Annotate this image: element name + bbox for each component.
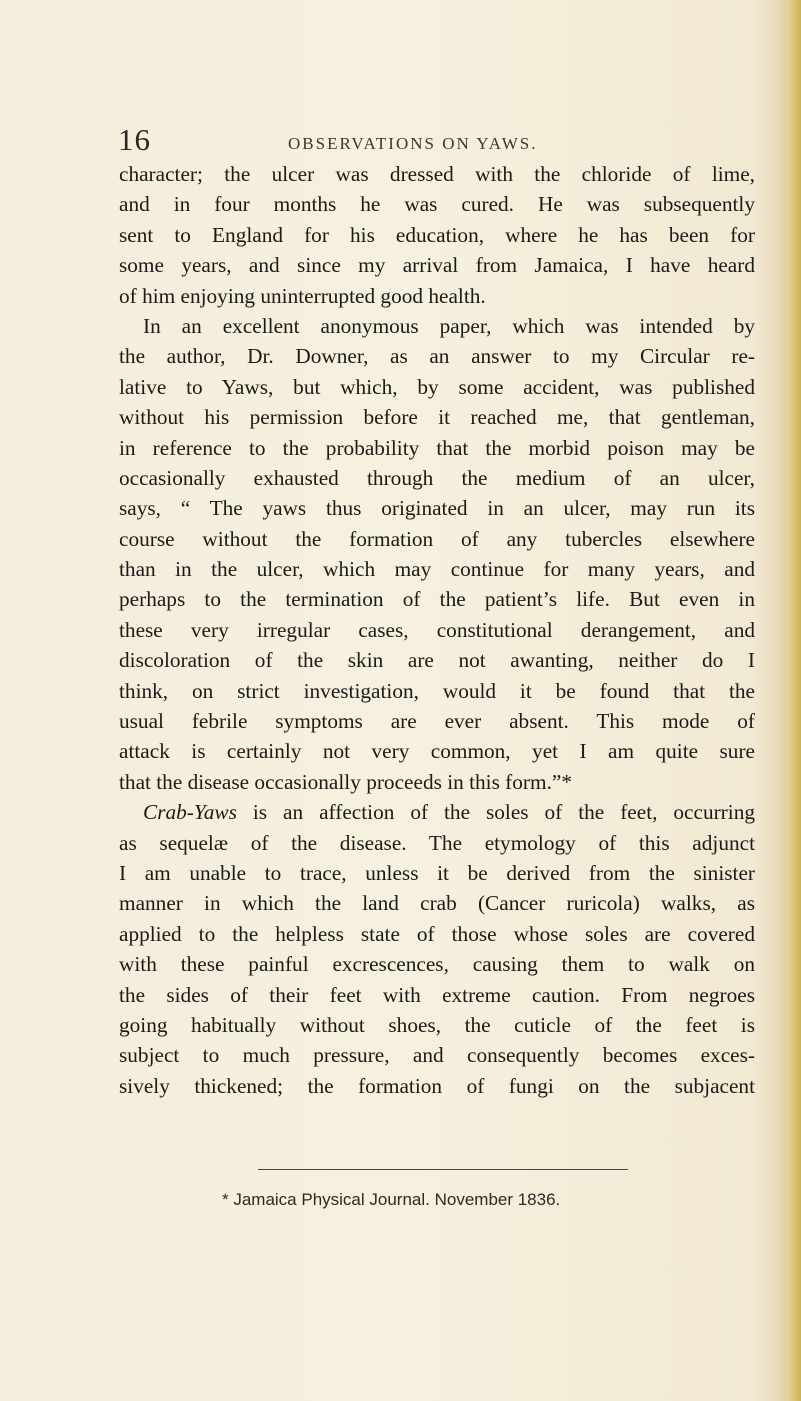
text-line: applied to the helpless state of those whose soles are covered: [119, 921, 755, 946]
text-line: lative to Yaws, but which, by some accident, was published: [119, 374, 755, 399]
text-line: that the disease occasionally proceeds in this form.”*: [119, 769, 573, 794]
term-crab-yaws: Crab-Yaws: [143, 800, 237, 825]
text-line: sent to England for his education, where he has been for: [119, 222, 755, 247]
text-line: in reference to the probability that the morbid poison may be: [119, 435, 755, 460]
text-line: as sequelæ of the disease. The etymology of this adjunct: [119, 830, 755, 855]
text-line: without his permission before it reached me, that gentleman,: [119, 405, 755, 430]
text-line: the sides of their feet with extreme caution. From negroes: [119, 982, 755, 1007]
text-line: think, on strict investigation, would it be found that the: [119, 678, 755, 703]
text-line: discoloration of the skin are not awanting, neither do I: [119, 648, 755, 673]
text-line: subject to much pressure, and consequently becomes exces-: [119, 1043, 755, 1068]
text-line: In an excellent anonymous paper, which was intended by: [143, 313, 755, 338]
text-line: sively thickened; the formation of fungi on the subjacent: [119, 1073, 755, 1098]
text-line: of him enjoying uninterrupted good health.: [119, 283, 486, 308]
text-line: occasionally exhausted through the medium of an ulcer,: [119, 465, 755, 490]
text-line: attack is certainly not very common, yet I am quite sure: [119, 739, 755, 764]
body-text: [119, 159, 755, 1101]
text-line: says, “ The yaws thus originated in an ulcer, may run its: [119, 496, 755, 521]
text-line: and in four months he was cured. He was subsequently: [119, 192, 755, 217]
running-title: OBSERVATIONS ON YAWS.: [288, 134, 538, 153]
text-line: usual febrile symptoms are ever absent. This mode of: [119, 709, 755, 734]
text-line: than in the ulcer, which may continue for many years, and: [119, 557, 755, 582]
text-line: character; the ulcer was dressed with the chloride of lime,: [119, 162, 755, 186]
text-line: some years, and since my arrival from Jamaica, I have heard: [119, 253, 755, 278]
text-line: perhaps to the termination of the patient’s life. But even in: [119, 587, 755, 612]
page-edge-shadow: [779, 0, 801, 1401]
footnote: * Jamaica Physical Journal. November 1836.: [222, 1190, 561, 1209]
text-line: I am unable to trace, unless it be derived from the sinister: [119, 860, 755, 885]
text-line: course without the formation of any tubercles elsewhere: [119, 526, 755, 551]
page-number: 16: [118, 122, 151, 157]
text-line: these very irregular cases, constitutional derangement, and: [119, 617, 755, 642]
text-line: Crab-Yaws is an affection of the soles of the feet, occurring: [143, 800, 755, 825]
footnote-divider: [258, 1169, 628, 1170]
text-line: manner in which the land crab (Cancer ruricola) walks, as: [119, 891, 755, 916]
text-line: the author, Dr. Downer, as an answer to my Circular re-: [119, 344, 755, 369]
text-line: with these painful excrescences, causing them to walk on: [119, 952, 755, 977]
text-line: going habitually without shoes, the cuticle of the feet is: [119, 1012, 755, 1037]
